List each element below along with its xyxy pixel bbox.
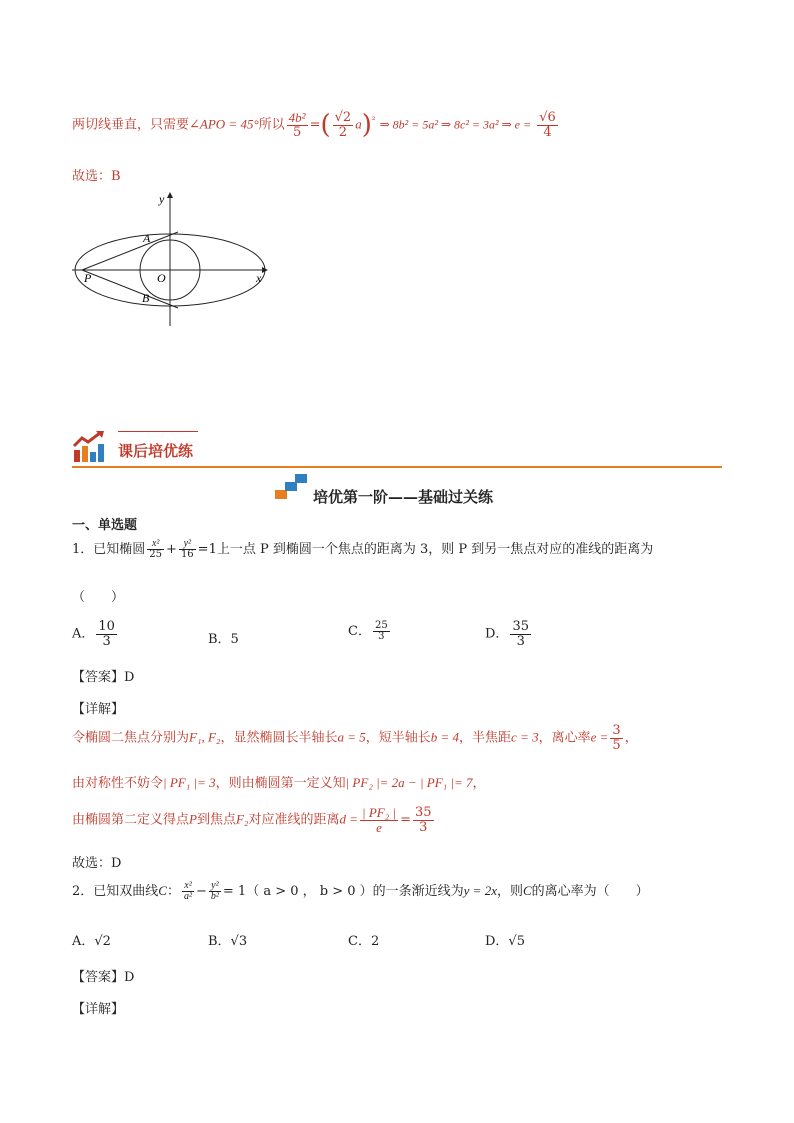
- fraction: $\frac{\text{x²}}{\text{a²}}$: [183, 879, 192, 902]
- q1-detail-label: 【详解】: [72, 702, 125, 717]
- q1-stem: 1．已知椭圆 $\frac{\text{x²}}{25}$ + $\frac{\text{y²}}{16}$ =1上一点 P 到椭圆一个焦点的距离为 3，则 P 到另一焦点对应的准线的距离为: [72, 537, 654, 560]
- angle-expr: ∠APO = 45°: [189, 116, 259, 132]
- q1-paren: （ ）: [72, 590, 125, 605]
- choice-result: 故选：B: [72, 169, 121, 184]
- q1-step-2: 由对称性不妨令| PF₁ |= 3，则由椭圆第一定义知| PF₂ |= 2a − | PF₁ |= 7，: [72, 775, 486, 791]
- fraction: $\frac{35}{3}$: [512, 619, 529, 649]
- chart-up-icon: [72, 430, 106, 462]
- section-title: 课后培优练: [118, 442, 194, 460]
- fraction: $\frac{√2}{2}$: [334, 109, 352, 140]
- q1-option-c: C． $\frac{25}{3}$: [348, 619, 388, 642]
- q2-stem: 2．已知双曲线C： $\frac{\text{x²}}{\text{a²}}$ − $\frac{\text{y²}}{\text{b²}}$ = 1（ a > 0 ， b > 0 ）的一条渐近线为y = 2x，则C的离心率为（ ）: [72, 879, 649, 902]
- ellipse-figure: [70, 190, 270, 330]
- fraction: $\frac{\text{y²}}{16}$: [180, 537, 194, 560]
- fraction: $\frac{35}{3}$: [414, 805, 432, 835]
- derivation-chain: ⇒ 8b² = 5a² ⇒ 8c² = 3a² ⇒ e =: [379, 117, 532, 132]
- q1-option-d: D． $\frac{35}{3}$: [485, 619, 529, 649]
- fraction: $\frac{3}{5}$: [612, 723, 621, 753]
- q2-answer: 【答案】D: [72, 970, 135, 985]
- label-x: x: [256, 271, 262, 285]
- fraction: $\frac{\text{y²}}{\text{b²}}$: [210, 879, 219, 902]
- label-y: y: [159, 192, 165, 206]
- fraction: $\frac{\text{| PF₂ |}}{e}$: [362, 805, 397, 835]
- label-O: O: [157, 271, 166, 285]
- q2-detail-label: 【详解】: [72, 1002, 125, 1017]
- section-divider: [72, 466, 722, 468]
- fraction: $\frac{\text{x²}}{25}$: [149, 537, 163, 560]
- q1-step-3: 由椭圆第二定义得点P到焦点F₂对应准线的距离d = $\frac{\text{| PF₂ |}}{e}$ = $\frac{35}{3}$: [72, 805, 432, 835]
- q1-answer: 【答案】D: [72, 670, 135, 685]
- q2-option-d: D．√5: [485, 934, 525, 949]
- q2-option-c: C．2: [348, 934, 380, 949]
- fraction: $\frac{\text{4b²}}{5}$: [288, 109, 306, 140]
- label-P: P: [84, 271, 92, 285]
- fraction: $\frac{√6}{4}$: [539, 109, 556, 140]
- text: 两切线垂直，只需要: [72, 117, 190, 133]
- label-B: B: [142, 291, 150, 305]
- q1-step-1: 令椭圆二焦点分别为F₁, F₂，显然椭圆长半轴长a = 5，短半轴长b = 4，半焦距c = 3，离心率e = $\frac{3}{5}$ ，: [72, 723, 638, 753]
- q1-choose: 故选：D: [72, 856, 122, 871]
- stage-title: 培优第一阶——基础过关练: [313, 488, 494, 506]
- label-A: A: [143, 231, 151, 245]
- q1-option-b: B．5: [208, 632, 239, 647]
- top-solution-line: 两切线垂直，只需要∠APO = 45°所以 $\frac{\text{4b²}}{5}$ =( $\frac{√2}{2}$ a)$^{^2}$ ⇒ 8b² = 5a² ⇒ 8c² = 3a² ⇒ e = $\frac{√6}{4}$: [72, 109, 556, 140]
- q1-option-a: A． $\frac{10}{3}$: [72, 619, 115, 649]
- q2-option-a: A．√2: [72, 934, 111, 949]
- section-top-rule: [118, 431, 198, 432]
- q2-option-b: B．√3: [208, 934, 248, 949]
- part-title: 一、单选题: [72, 518, 138, 533]
- y-arrow: [167, 192, 173, 198]
- text: 所以: [258, 117, 285, 133]
- fraction: $\frac{25}{3}$: [374, 619, 388, 642]
- stairs-icon: [275, 474, 309, 500]
- fraction: $\frac{10}{3}$: [98, 619, 115, 649]
